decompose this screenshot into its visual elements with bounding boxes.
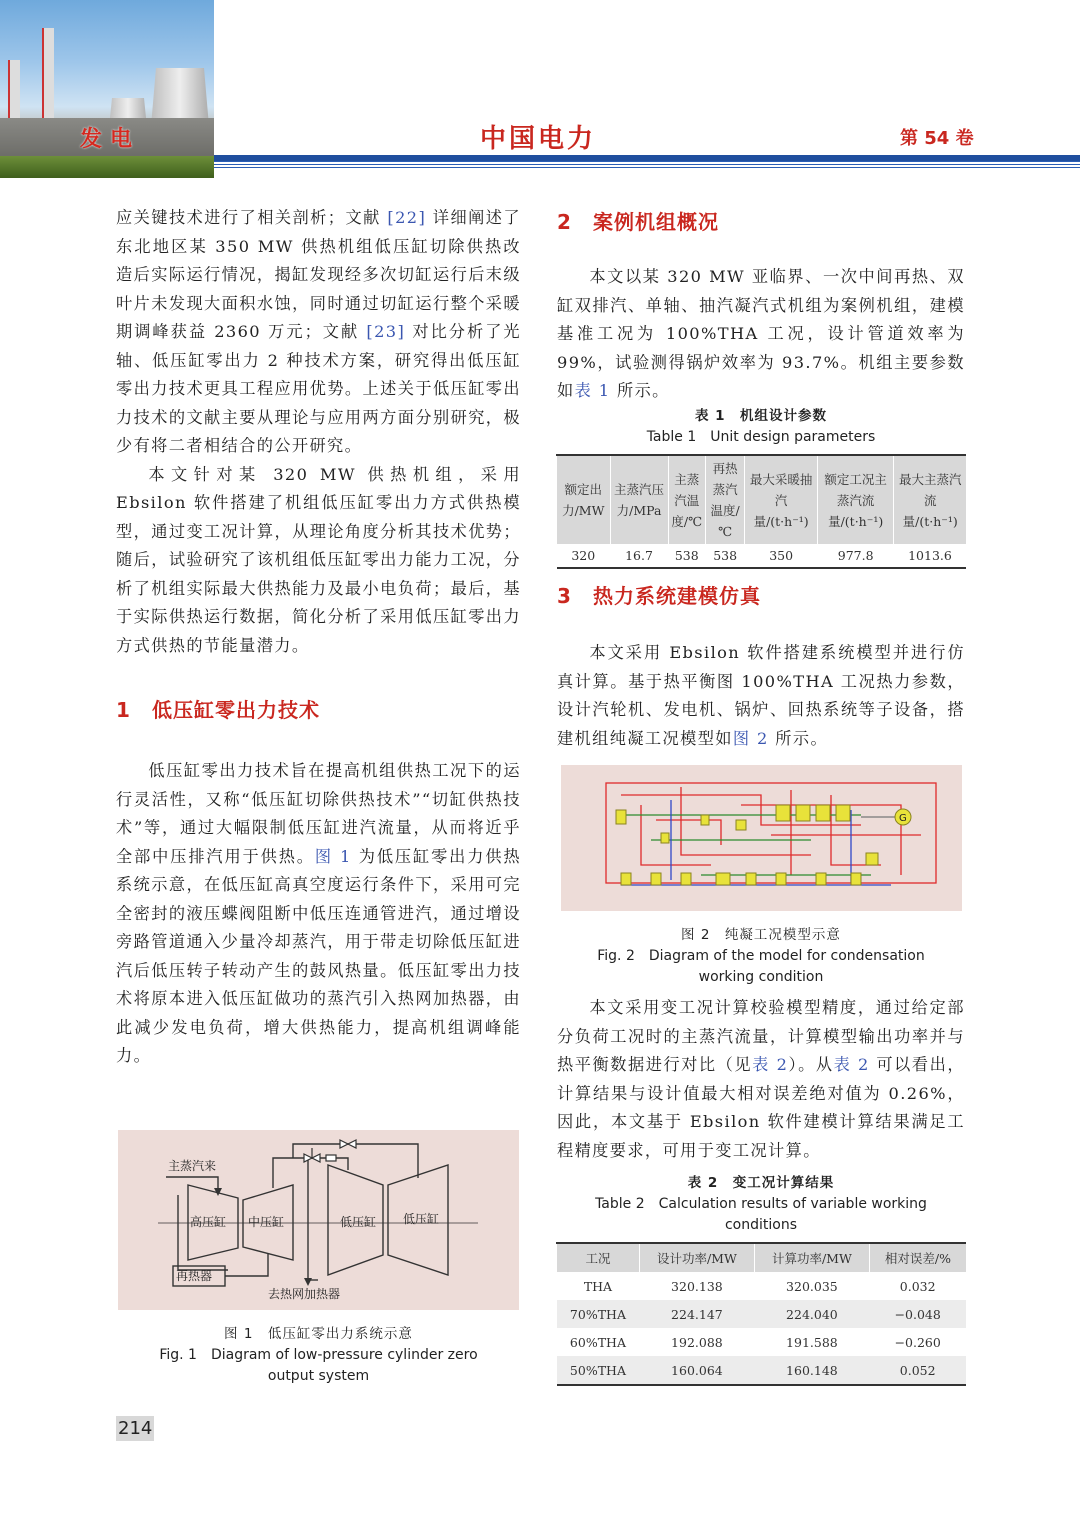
fig1-label-main-steam: 主蒸汽来 (168, 1159, 217, 1173)
table2-caption-en: Table 2 Calculation results of variable working conditions (595, 1196, 927, 1233)
paragraph (557, 639, 965, 753)
table2-cell: 70%THA (557, 1300, 640, 1328)
table1-cell: 16.7 (610, 544, 668, 568)
table2-cell: 224.040 (754, 1300, 869, 1328)
paragraph (116, 757, 521, 1071)
text-run: 本文以某 320 MW 亚临界、一次中间再热、双缸双排汽、单轴、抽汽凝汽式机组为案例机组，建模基准工况为 100%THA 工况，设计管道效率为 99%，试验测得锅炉效率为 93.7%。机组主要参数如 (557, 267, 965, 400)
table1-header-cell: 最大采暖抽汽量/(t·h⁻¹) (745, 455, 817, 544)
volume-label: 第 54 卷 (900, 128, 974, 149)
reference-link[interactable]: 表 2 (833, 1055, 870, 1074)
reference-link[interactable]: 表 1 (574, 381, 611, 400)
table2-cell: 160.148 (754, 1356, 869, 1385)
table-row (557, 1272, 967, 1300)
fig1-label-hp: 高压缸 (190, 1215, 227, 1229)
table-2 (556, 1242, 966, 1386)
reference-link[interactable]: 图 1 (314, 846, 352, 866)
table2-caption-cn: 表 2 变工况计算结果 (687, 1175, 835, 1191)
paragraph (116, 461, 521, 661)
text-run: 本文采用 Ebsilon 软件搭建系统模型并进行仿真计算。基于热平衡图 100%THA 工况热力参数，设计汽轮机、发电机、锅炉、回热系统等子设备，搭建机组纯凝工况模型如 (557, 643, 965, 748)
table2-cell: −0.048 (869, 1300, 966, 1328)
text-run: 低压缸零出力技术旨在提高机组供热工况下的运行灵活性，又称“低压缸切除供热技术”“切缸供热技术”等，通过大幅限制低压缸进汽流量，从而将近乎全部中压排汽用于供热。 (116, 761, 521, 866)
figure-1 (118, 1130, 519, 1310)
table-2-caption (557, 1173, 965, 1236)
table2-cell: −0.260 (894, 1334, 941, 1350)
table1-cell: 350 (745, 544, 817, 568)
table1-header-cell: 额定工况主蒸汽流量/(t·h⁻¹) (817, 455, 894, 544)
paragraph (557, 994, 965, 1165)
fig1-label-ip: 中压缸 (248, 1215, 285, 1229)
table2-cell: 191.588 (786, 1334, 838, 1350)
table2-cell: 320.035 (786, 1278, 838, 1294)
text-run: ）。从 (788, 1055, 834, 1074)
fig1-label-lp1: 低压缸 (340, 1215, 377, 1229)
fig1-caption-en: Fig. 1 Diagram of low-pressure cylinder zero output system (159, 1347, 478, 1384)
table2-cell: 0.032 (899, 1278, 936, 1294)
table1-header-cell: 额定出力/MW (557, 455, 611, 544)
table2-cell: 0.052 (869, 1356, 966, 1385)
table1-cell: 320 (557, 544, 611, 568)
table-row (557, 1328, 967, 1356)
table1-cell: 538 (668, 544, 705, 568)
table1-header-cell: 最大主蒸汽流量/(t·h⁻¹) (894, 455, 966, 544)
text-run: 本文针对某 320 MW 供热机组，采用 Ebsilon 软件搭建了机组低压缸零出力方式供热模型，通过变工况计算，从理论角度分析其技术优势；随后，试验研究了该机组低压缸零出力能力工况，分析了机组实际最大供热能力及最小电负荷；最后，基于实际供热运行数据，简化分析了采用低压缸零出力方式供热的节能量潜力。 (116, 464, 521, 655)
table2-cell: 320.138 (671, 1278, 723, 1294)
table2-cell: 224.147 (639, 1300, 754, 1328)
table2-header-cell: 工况 (557, 1243, 640, 1272)
fig1-label-lp2: 低压缸 (403, 1212, 440, 1226)
table1-header-cell: 主蒸汽压力/MPa (610, 455, 668, 544)
right-column-section3 (557, 580, 965, 753)
table2-cell: 160.064 (639, 1356, 754, 1385)
table2-cell: 50%THA (557, 1356, 640, 1385)
fig2-caption-cn: 图 2 纯凝工况模型示意 (681, 927, 841, 943)
figure-1-caption (118, 1324, 519, 1387)
table1-cell: 977.8 (817, 544, 894, 568)
fig1-diagram (118, 1130, 519, 1310)
section-heading: 1 低压缸零出力技术 (116, 698, 320, 722)
section-tag: 发电 (80, 127, 141, 152)
text-run: 为低压缸零出力供热系统示意，在低压缸高真空度运行条件下，采用可完全密封的液压蝶阀阻断中低压连通管进汽，通过增设旁路管道通入少量冷却蒸汽，用于带走切除低压缸进汽后低压转子转动产生的鼓风热量。低压缸零出力技术将原本进入低压缸做功的蒸汽引入热网加热器，由此减少发电负荷，增大供热能力，提高机组调峰能力。 (116, 846, 521, 1065)
text-run: 本文采用变工况计算校验模型精度，通过给定部分负荷工况时的主蒸汽流量，计算模型输出功率并与热平衡数据进行对比（见 (557, 998, 965, 1074)
fig1-label-reheater: 再热器 (176, 1269, 213, 1283)
table1-cell: 1013.6 (894, 544, 966, 568)
fig2-diagram (561, 765, 962, 911)
right-column-para6 (557, 994, 965, 1165)
table2-header-cell: 计算功率/MW (754, 1243, 869, 1272)
paragraph (116, 204, 521, 461)
fig1-label-to-heater: 去热网加热器 (268, 1287, 341, 1301)
reference-link[interactable]: 图 2 (732, 728, 769, 748)
reference-link[interactable]: 表 2 (752, 1055, 789, 1074)
table2-cell: 192.088 (671, 1334, 723, 1350)
table-row (557, 1300, 967, 1328)
left-column (116, 204, 521, 1071)
fig2-caption-en: Fig. 2 Diagram of the model for condensation working condition (597, 948, 925, 985)
fig1-caption-cn: 图 1 低压缸零出力系统示意 (224, 1326, 413, 1342)
figure-2 (561, 765, 962, 911)
journal-title: 中国电力 (480, 124, 597, 154)
text-run: 所示。 (768, 728, 829, 748)
section-heading: 3 热力系统建模仿真 (557, 584, 761, 608)
text-run: 应关键技术进行了相关剖析；文献 (116, 208, 388, 227)
section-heading: 2 案例机组概况 (557, 210, 719, 234)
text-run: 详细阐述了东北地区某 350 MW 供热机组低压缸切除供热改造后实际运行情况，揭缸发现经多次切缸运行后末级叶片未发现大面积水蚀，同时通过切缸运行整个采暖期调峰获益 2360 万元；文献 (116, 208, 521, 341)
table1-caption-cn: 表 1 机组设计参数 (694, 408, 828, 424)
table1-caption-en: Table 1 Unit design parameters (646, 429, 876, 445)
table1-header-cell: 再热蒸汽温度/℃ (705, 455, 744, 544)
figure-2-caption (557, 925, 965, 988)
table1-header-cell: 主蒸汽温度/℃ (668, 455, 705, 544)
table2-cell: 60%THA (569, 1334, 626, 1350)
table1-cell: 538 (705, 544, 744, 568)
reference-link[interactable]: [22] (387, 208, 427, 227)
right-column (557, 206, 965, 406)
text-run: 所示。 (610, 381, 670, 400)
table2-cell: THA (583, 1278, 613, 1294)
table2-header-cell: 设计功率/MW (639, 1243, 754, 1272)
table2-header-cell: 相对误差/% (869, 1243, 966, 1272)
table-row (557, 1356, 967, 1385)
reference-link[interactable]: [23] (366, 322, 406, 341)
table-1-caption (557, 406, 965, 448)
generator-label: G (899, 813, 907, 824)
text-run: 对比分析了光轴、低压缸零出力 2 种技术方案，研究得出低压缸零出力技术更具工程应用优势。上述关于低压缸零出力技术的文献主要从理论与应用两方面分别研究，极少有将二者相结合的公开研究。 (116, 322, 521, 455)
text-run: 可以看出，计算结果与设计值最大相对误差绝对值为 0.26%，因此，本文基于 Ebsilon 软件建模计算结果满足工程精度要求，可用于变工况计算。 (557, 1055, 965, 1160)
table-1 (556, 454, 966, 569)
paragraph (557, 263, 965, 406)
page-number: 214 (118, 1418, 153, 1439)
header-stripes (214, 161, 1080, 169)
